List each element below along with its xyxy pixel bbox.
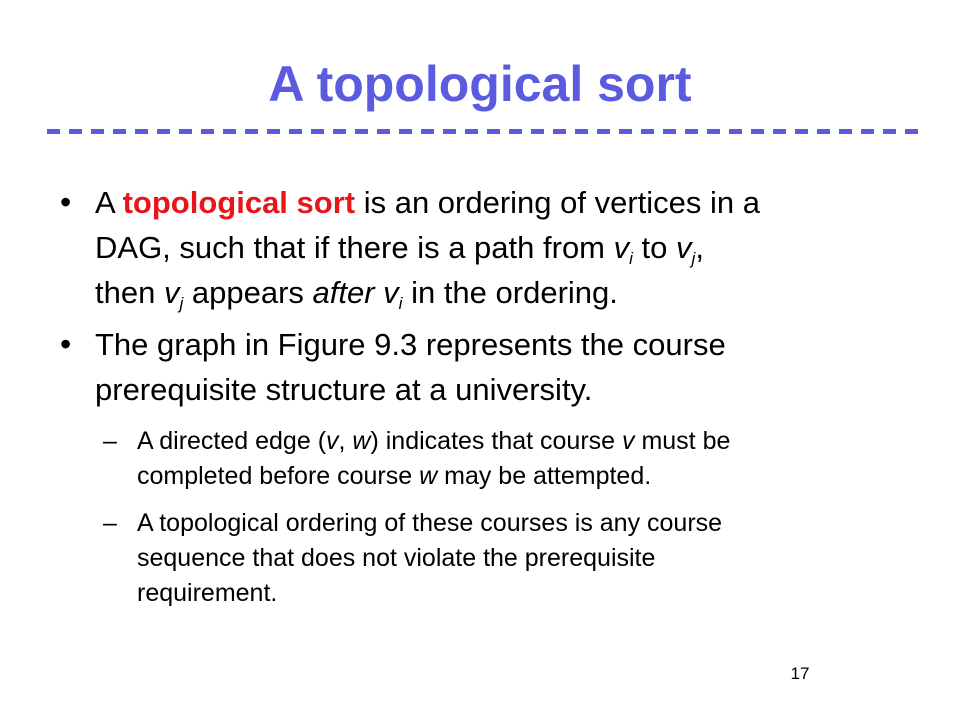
bullet-2-line-2: prerequisite structure at a university.	[95, 372, 593, 407]
text-span: ,	[338, 427, 353, 455]
bullet-1-line-3	[95, 270, 915, 315]
text-span: is an ordering of vertices in a	[355, 185, 761, 220]
var-v: v	[676, 230, 692, 265]
var-w: w	[352, 427, 371, 455]
sub-bullet-marker: –	[103, 509, 117, 537]
sub-bullet-1-line-2	[137, 459, 917, 494]
subscript: i	[398, 293, 403, 313]
title-divider	[47, 129, 920, 134]
var-v: v	[383, 275, 399, 310]
subscript: i	[629, 248, 633, 268]
bullet-marker: •	[60, 184, 72, 220]
emphasis-after: after	[312, 275, 375, 310]
sub-bullet-1-line-1	[137, 424, 917, 459]
sub-bullet-2-line-2: sequence that does not violate the prerequisite	[137, 544, 656, 572]
subscript: j	[691, 248, 696, 268]
var-v: v	[326, 427, 339, 455]
text-span: ,	[695, 230, 704, 265]
bullet-2-line-1: The graph in Figure 9.3 represents the course	[95, 327, 726, 362]
text-span: then	[95, 275, 164, 310]
text-span	[375, 275, 384, 310]
sub-bullet-2-line-1: A topological ordering of these courses is any course	[137, 509, 723, 537]
slide-title: A topological sort	[268, 56, 692, 112]
var-v: v	[622, 427, 635, 455]
text-span: completed before course	[137, 462, 420, 490]
text-span: A	[95, 185, 123, 220]
text-span: DAG, such that if there is a path from	[95, 230, 614, 265]
text-span: to	[632, 230, 677, 265]
bullet-marker: •	[60, 326, 72, 362]
bullet-1-line-1	[95, 180, 915, 225]
sub-bullet-2-line-3: requirement.	[137, 579, 278, 607]
var-v: v	[163, 275, 180, 310]
text-span: appears	[183, 275, 313, 310]
page-number: 17	[790, 664, 810, 683]
sub-bullet-marker: –	[103, 427, 117, 455]
text-span: may be attempted.	[437, 462, 652, 490]
subscript: j	[179, 293, 184, 313]
text-span: must be	[634, 427, 731, 455]
bullet-1-line-2	[95, 225, 915, 270]
var-w: w	[419, 462, 438, 490]
text-span: A directed edge (	[137, 427, 327, 455]
term-highlight: topological sort	[122, 185, 356, 220]
text-span: ) indicates that course	[370, 427, 622, 455]
text-span: in the ordering.	[402, 275, 618, 310]
var-v: v	[613, 230, 630, 265]
